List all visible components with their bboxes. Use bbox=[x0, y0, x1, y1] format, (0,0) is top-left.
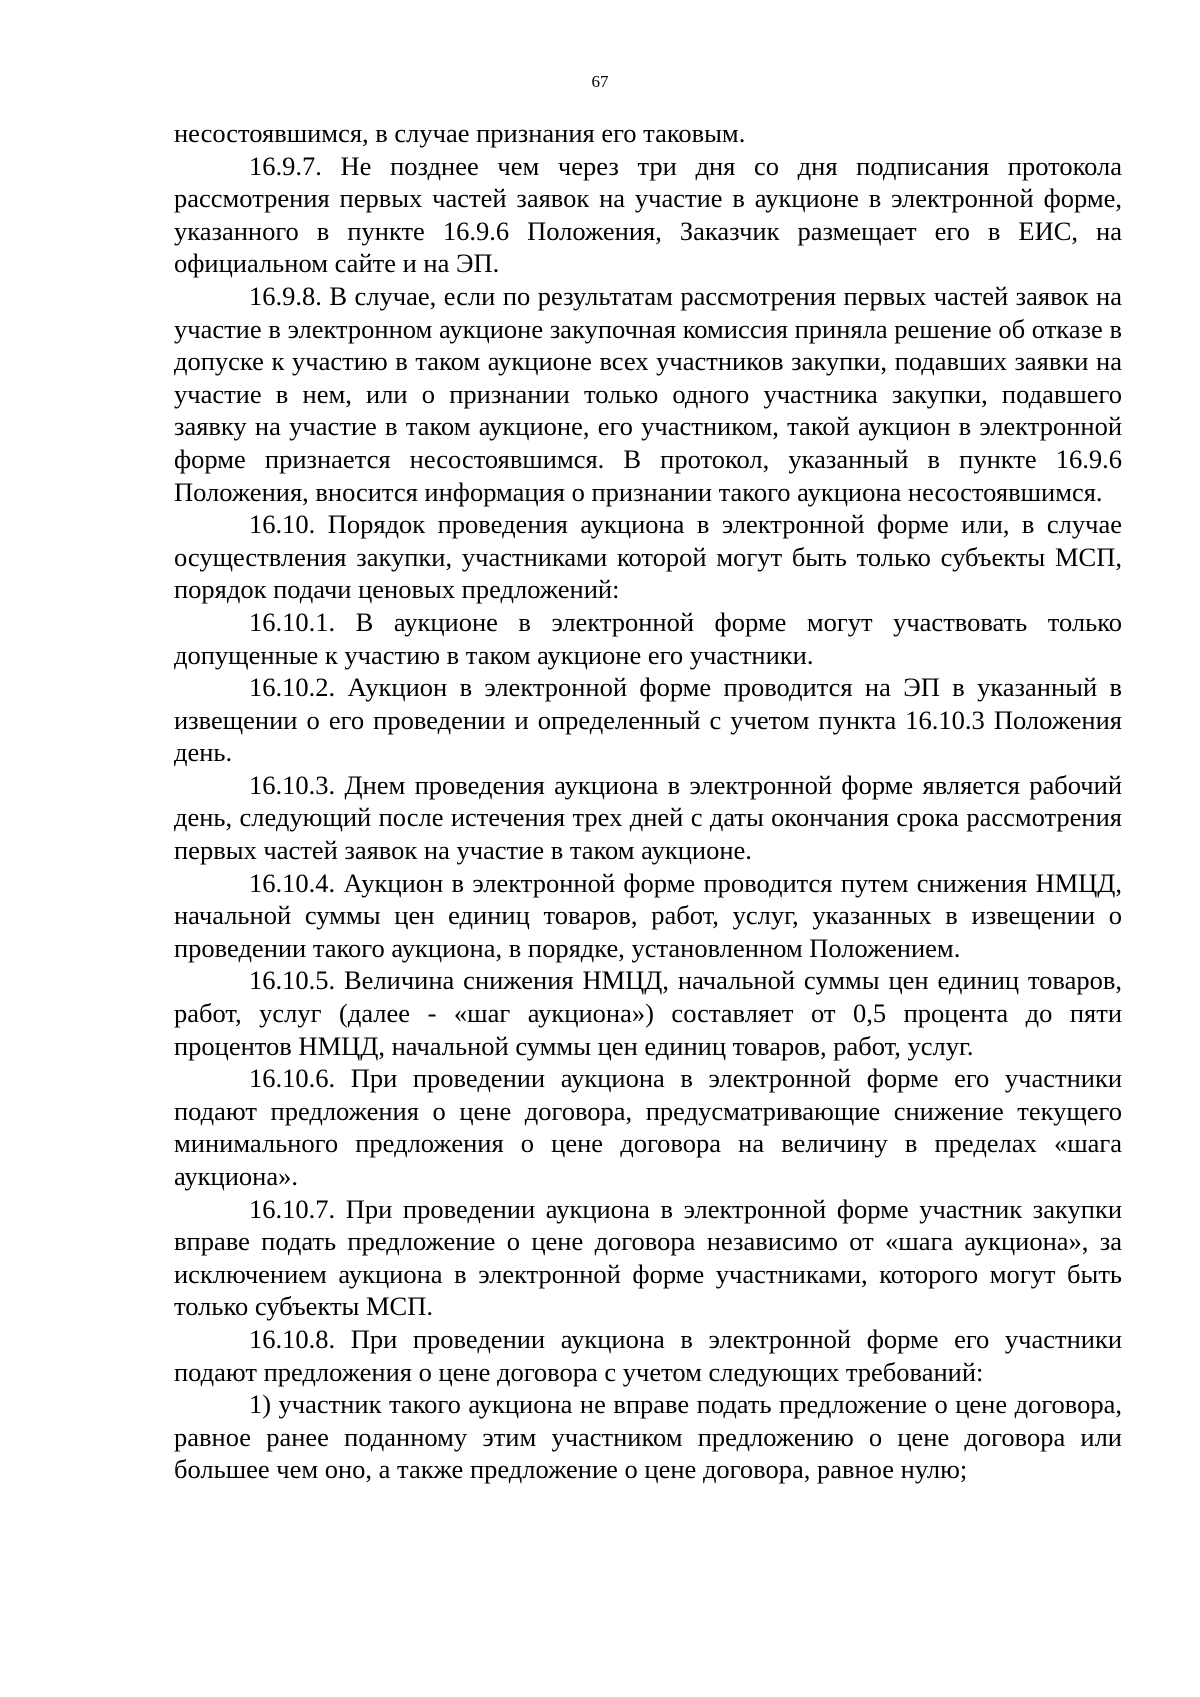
paragraph-16-10-8: 16.10.8. При проведении аукциона в электронной форме его участники подают предложения о цене договора с учетом следующих требований: bbox=[174, 1323, 1122, 1387]
paragraph-16-10-7: 16.10.7. При проведении аукциона в электронной форме участник закупки вправе подать предложение о цене договора независимо от «шага аукциона», за исключением аукциона в электронной форме участниками, которого могут быть только субъекты МСП. bbox=[174, 1193, 1122, 1322]
paragraph-16-10-4: 16.10.4. Аукцион в электронной форме проводится путем снижения НМЦД, начальной суммы цен единиц товаров, работ, услуг, указанных в извещении о проведении такого аукциона, в порядке, установленном Положением. bbox=[174, 867, 1122, 963]
paragraph-16-9-8: 16.9.8. В случае, если по результатам рассмотрения первых частей заявок на участие в электронном аукционе закупочная комиссия приняла решение об отказе в допуске к участию в таком аукционе всех участников закупки, подавших заявки на участие в нем, или о признании только одного участника закупки, подавшего заявку на участие в таком аукционе, его участником, такой аукцион в электронной форме признается несостоявшимся. В протокол, указанный в пункте 16.9.6 Положения, вносится информация о признании такого аукциона несостоявшимся. bbox=[174, 280, 1122, 507]
paragraph-16-10-6: 16.10.6. При проведении аукциона в электронной форме его участники подают предложения о цене договора, предусматривающие снижение текущего минимального предложения о цене договора на величину в пределах «шага аукциона». bbox=[174, 1063, 1122, 1191]
paragraph-continuation: несостоявшимся, в случае признания его таковым. bbox=[174, 118, 746, 148]
paragraph-16-10-3: 16.10.3. Днем проведения аукциона в электронной форме является рабочий день, следующий после истечения трех дней с даты окончания срока рассмотрения первых частей заявок на участие в таком аукционе. bbox=[174, 769, 1122, 866]
paragraph-16-10-2: 16.10.2. Аукцион в электронной форме проводится на ЭП в указанный в извещении о его проведении и определенный с учетом пункта 16.10.3 Положения день. bbox=[174, 672, 1122, 768]
list-item-1: 1) участник такого аукциона не вправе подать предложение о цене договора, равное ранее поданному этим участником предложению о цене договора или большее чем оно, а также предложение о цене договора, равное нулю; bbox=[174, 1389, 1122, 1485]
page-number: 67 bbox=[591, 72, 609, 91]
paragraph-16-9-7: 16.9.7. Не позднее чем через три дня со дня подписания протокола рассмотрения первых частей заявок на участие в аукционе в электронной форме, указанного в пункте 16.9.6 Положения, Заказчик размещает его в ЕИС, на официальном сайте и на ЭП. bbox=[174, 150, 1122, 279]
document-body bbox=[174, 117, 1122, 1486]
paragraph-16-10-1: 16.10.1. В аукционе в электронной форме могут участвовать только допущенные к участию в таком аукционе его участники. bbox=[174, 606, 1122, 670]
paragraph-16-10-5: 16.10.5. Величина снижения НМЦД, начальной суммы цен единиц товаров, работ, услуг (далее - «шаг аукциона») составляет от 0,5 процента до пяти процентов НМЦД, начальной суммы цен единиц товаров, работ, услуг. bbox=[174, 965, 1122, 1061]
paragraph-16-10: 16.10. Порядок проведения аукциона в электронной форме или, в случае осуществления закупки, участниками которой могут быть только субъекты МСП, порядок подачи ценовых предложений: bbox=[174, 509, 1122, 605]
